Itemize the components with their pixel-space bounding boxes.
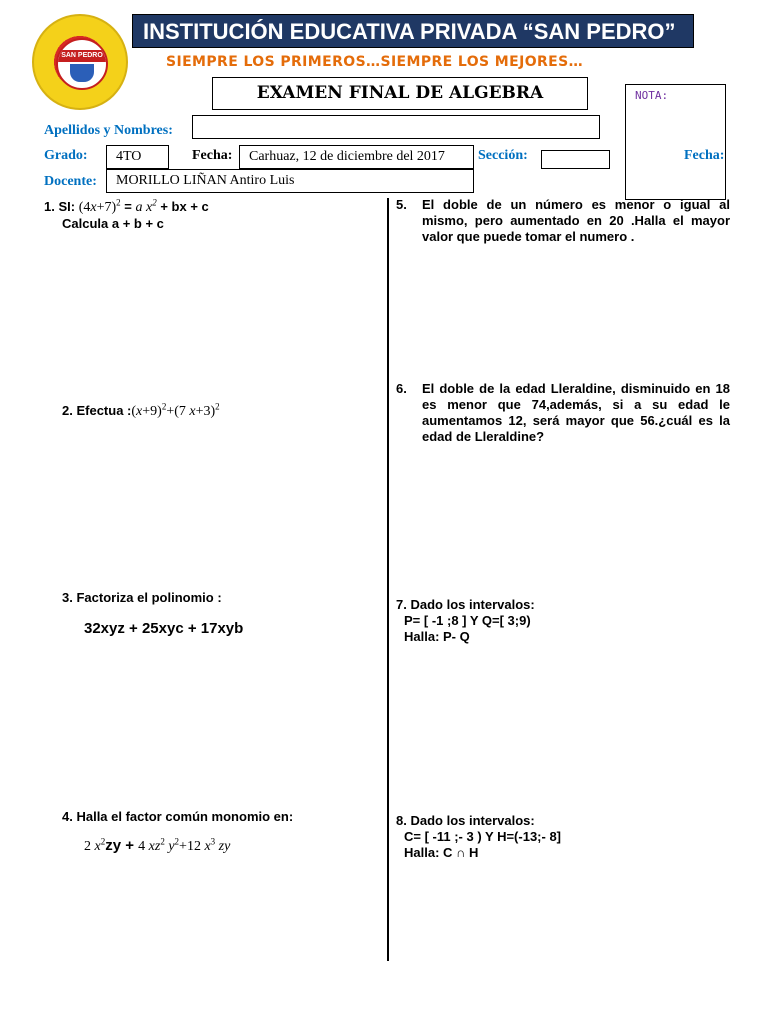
institution-banner: INSTITUCIÓN EDUCATIVA PRIVADA “SAN PEDRO”: [132, 14, 694, 48]
question-1-line2: Calcula a + b + c: [62, 216, 164, 231]
date-label: Fecha:: [192, 148, 233, 163]
question-number: 4.: [62, 809, 73, 824]
question-1: 1. SI: $(4x+7)^2 = a$ $x^2$ + bx + c Calcula a + b + c: [44, 199, 374, 232]
teacher-field[interactable]: MORILLO LIÑAN Antiro Luis: [106, 169, 474, 193]
logo-text: SAN PEDRO: [58, 50, 106, 62]
question-number: 7.: [396, 597, 407, 612]
logo-emblem: [56, 38, 108, 90]
grade-score-box[interactable]: [625, 84, 726, 200]
question-3-expression: 32xyz + 25xyc + 17xyb: [84, 620, 244, 637]
school-motto: SIEMPRE LOS PRIMEROS…SIEMPRE LOS MEJORES…: [166, 54, 584, 70]
question-8: [396, 813, 730, 861]
question-7: [396, 597, 730, 645]
question-text: El doble de la edad Lleraldine, disminuido en 18 es menor que 74,además, si a su edad le aumentamos 12, será mayor que 56.¿cuál es la edad de Lleraldine?: [422, 381, 730, 444]
question-number: 1.: [44, 199, 55, 214]
date-field[interactable]: Carhuaz, 12 de diciembre del 2017: [239, 145, 474, 169]
grade-field[interactable]: 4TO: [106, 145, 169, 169]
grade-label: Grado:: [44, 148, 88, 163]
question-text: Factoriza el polinomio :: [76, 590, 222, 605]
teacher-label: Docente:: [44, 174, 97, 189]
shield-icon: [70, 64, 94, 82]
question-8-line2: C= [ -11 ;- 3 ) Y H=(-13;- 8]: [404, 829, 562, 844]
question-7-line2: P= [ -1 ;8 ] Y Q=[ 3;9): [404, 613, 531, 628]
question-suffix: + bx + c: [160, 199, 209, 214]
question-6: [396, 381, 730, 445]
question-number: 3.: [62, 590, 73, 605]
question-2: 2. Efectua $:(x+9)^2+(7$ x+3)$^2$: [62, 401, 220, 419]
question-text: Dado los intervalos:: [410, 813, 535, 828]
name-field[interactable]: [192, 115, 600, 139]
date-label-2: Fecha:: [684, 148, 725, 163]
question-8-line3: Halla: C ∩ H: [404, 845, 479, 860]
question-text: Dado los intervalos:: [410, 597, 535, 612]
question-4: [62, 809, 382, 855]
question-prefix: SI:: [58, 199, 76, 214]
question-3: [62, 590, 382, 637]
question-number: 6.: [396, 381, 407, 396]
school-logo: [32, 14, 128, 110]
nota-label: NOTA:: [635, 89, 669, 102]
question-number: 8.: [396, 813, 407, 828]
question-text: Halla el factor común monomio en:: [76, 809, 294, 824]
question-number: 5.: [396, 197, 407, 212]
question-5: [396, 197, 730, 245]
column-divider: [387, 198, 389, 961]
question-text: El doble de un número es menor o igual al mismo, pero aumentado en 20 .Halla el mayor valor que puede tomar el numero .: [422, 197, 730, 244]
exam-title: EXAMEN FINAL DE ALGEBRA: [212, 77, 588, 110]
question-number: 2.: [62, 403, 73, 418]
name-label: Apellidos y Nombres:: [44, 123, 173, 138]
section-label: Sección:: [478, 148, 528, 163]
question-7-line3: Halla: P- Q: [404, 629, 470, 644]
section-field[interactable]: [541, 150, 610, 169]
question-text: Efectua :: [76, 403, 132, 418]
question-4-expression: 2 $x^2zy + 4$ $xz^2$ $y^2+12$ $x^3$ zy: [84, 836, 231, 854]
